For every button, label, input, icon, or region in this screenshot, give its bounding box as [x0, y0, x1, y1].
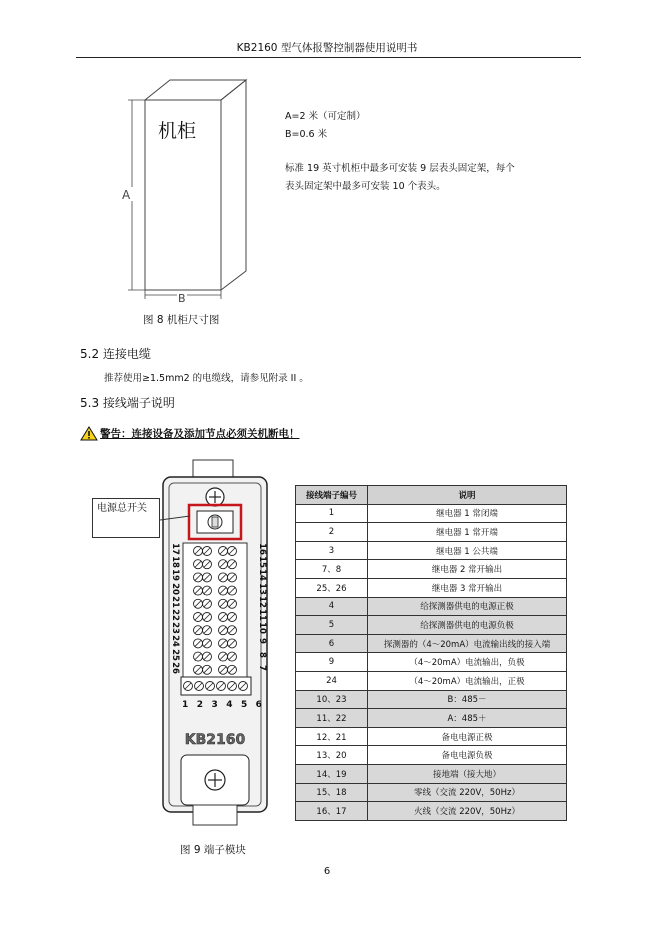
terminal-number-label: 1 — [182, 700, 189, 710]
table-row — [296, 560, 567, 579]
table-row — [296, 746, 567, 765]
terminal-number-cell: 3 — [296, 541, 368, 560]
table-row — [296, 802, 567, 821]
terminal-number-cell: 6 — [296, 634, 368, 653]
brand-label: KB2160 — [184, 732, 246, 748]
terminal-number-label: 15 — [257, 556, 267, 569]
table-row — [296, 597, 567, 616]
terminal-description-cell: （4～20mA）电流输出，正极 — [368, 671, 567, 690]
bottom-terminal-numbers — [182, 700, 262, 710]
terminal-number-label: 3 — [211, 700, 218, 710]
table-row — [296, 634, 567, 653]
terminal-number-cell: 11、22 — [296, 709, 368, 728]
terminal-description-cell: 继电器 1 公共端 — [368, 541, 567, 560]
column-header-terminal-no: 接线端子编号 — [296, 486, 368, 505]
terminal-number-label: 9 — [257, 638, 267, 645]
terminal-number-label: 7 — [257, 664, 267, 671]
terminal-number-cell: 24 — [296, 671, 368, 690]
terminal-number-cell: 2 — [296, 523, 368, 542]
figure-9-caption: 图 9 端子模块 — [180, 844, 246, 856]
warning-icon — [80, 426, 98, 441]
terminal-number-cell: 14、19 — [296, 764, 368, 783]
figure-8-caption: 图 8 机柜尺寸图 — [143, 314, 220, 326]
terminal-number-cell: 15、18 — [296, 783, 368, 802]
dim-a-label: A — [122, 188, 131, 202]
terminal-description-cell: 备电电源负极 — [368, 746, 567, 765]
terminal-description-cell: 给探测器供电的电源正极 — [368, 597, 567, 616]
terminal-number-cell: 5 — [296, 616, 368, 635]
terminal-table — [295, 485, 567, 821]
column-header-description: 说明 — [368, 486, 567, 505]
terminal-number-label: 5 — [240, 700, 248, 710]
table-row — [296, 709, 567, 728]
table-row — [296, 783, 567, 802]
spec-a: A=2 米（可定制） — [285, 111, 366, 122]
terminal-description-cell: 继电器 1 常开端 — [368, 523, 567, 542]
header-rule — [76, 57, 581, 58]
page-header: KB2160 型气体报警控制器使用说明书 — [236, 42, 418, 54]
terminal-number-label: 21 — [170, 595, 180, 608]
terminal-number-label: 14 — [257, 569, 267, 582]
terminal-description-cell: A：485＋ — [368, 709, 567, 728]
terminal-number-label: 20 — [170, 582, 180, 595]
terminal-number-label: 6 — [255, 700, 262, 710]
terminal-number-label: 17 — [170, 543, 180, 555]
terminal-number-cell: 7、8 — [296, 560, 368, 579]
terminal-description-cell: 零线（交流 220V，50Hz） — [368, 783, 567, 802]
terminal-number-label: 25 — [170, 648, 180, 661]
terminal-number-label: 4 — [226, 700, 233, 710]
table-row — [296, 616, 567, 635]
terminal-description-cell: 继电器 2 常开输出 — [368, 560, 567, 579]
section-5-2-heading: 5.2 连接电缆 — [80, 347, 151, 361]
cabinet-label: 机柜 — [158, 120, 197, 142]
terminal-number-label: 12 — [257, 595, 267, 608]
page-number: 6 — [323, 866, 331, 877]
terminal-description-cell: 探测器的（4～20mA）电流输出线的接入端 — [368, 634, 567, 653]
terminal-number-cell: 16、17 — [296, 802, 368, 821]
terminal-number-label: 22 — [170, 609, 180, 621]
table-row — [296, 541, 567, 560]
terminal-description-cell: 继电器 3 常开输出 — [368, 578, 567, 597]
table-row — [296, 727, 567, 746]
terminal-number-cell: 13、20 — [296, 746, 368, 765]
section-5-3-heading: 5.3 接线端子说明 — [80, 396, 175, 410]
spec-b: B=0.6 米 — [285, 129, 328, 140]
terminal-description-cell: 火线（交流 220V，50Hz） — [368, 802, 567, 821]
power-switch-callout: 电源总开关 — [92, 498, 160, 538]
terminal-number-label: 23 — [170, 622, 180, 635]
terminal-description-cell: 继电器 1 常闭端 — [368, 504, 567, 523]
terminal-number-cell: 1 — [296, 504, 368, 523]
table-row — [296, 504, 567, 523]
terminal-number-label: 8 — [257, 651, 267, 658]
section-5-2-text: 推荐使用≥1.5mm2 的电缆线，请参见附录 II 。 — [104, 373, 309, 384]
callout-leader — [160, 510, 192, 530]
terminal-number-label: 10 — [257, 622, 267, 635]
terminal-number-label: 26 — [170, 661, 180, 674]
terminal-description-cell: 备电电源正极 — [368, 727, 567, 746]
warning-text: 警告：连接设备及添加节点必须关机断电！ — [100, 428, 300, 440]
table-row — [296, 671, 567, 690]
terminal-description-cell: 接地端（接大地） — [368, 764, 567, 783]
table-row — [296, 764, 567, 783]
terminal-number-label: 2 — [196, 700, 203, 710]
terminal-number-cell: 4 — [296, 597, 368, 616]
terminal-number-cell: 12、21 — [296, 727, 368, 746]
terminal-number-cell: 9 — [296, 653, 368, 672]
terminal-number-label: 19 — [170, 569, 180, 582]
dim-b-label: B — [178, 292, 186, 305]
terminal-description-cell: B：485－ — [368, 690, 567, 709]
terminal-number-label: 24 — [170, 635, 180, 648]
table-row — [296, 523, 567, 542]
terminal-number-label: 18 — [170, 556, 180, 569]
cabinet-note-line2: 表头固定架中最多可安装 10 个表头。 — [285, 181, 446, 192]
terminal-number-label: 16 — [257, 543, 267, 555]
terminal-description-cell: （4～20mA）电流输出，负极 — [368, 653, 567, 672]
table-row — [296, 690, 567, 709]
cabinet-drawing — [115, 75, 275, 305]
table-header-row — [296, 486, 567, 505]
table-row — [296, 578, 567, 597]
terminal-number-label: 13 — [257, 582, 267, 595]
terminal-description-cell: 给探测器供电的电源负极 — [368, 616, 567, 635]
cabinet-note-line1: 标准 19 英寸机柜中最多可安装 9 层表头固定架，每个 — [285, 163, 515, 174]
table-row — [296, 653, 567, 672]
terminal-number-cell: 10、23 — [296, 690, 368, 709]
terminal-number-cell: 25、26 — [296, 578, 368, 597]
warning-line — [80, 426, 300, 441]
terminal-number-label: 11 — [257, 609, 267, 621]
